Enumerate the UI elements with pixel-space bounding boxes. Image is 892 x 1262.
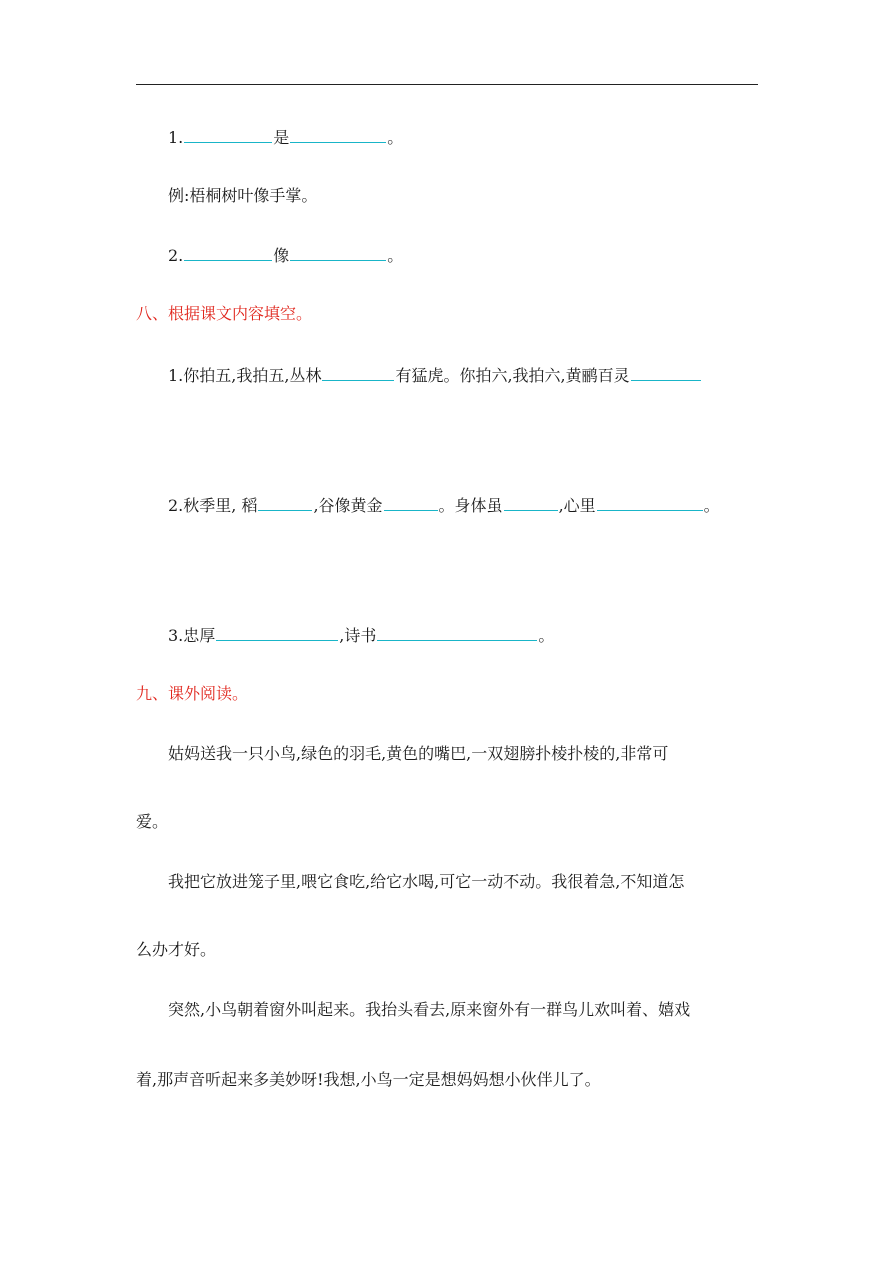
text-segment: ,诗书 xyxy=(339,626,377,645)
section-9-heading: 九、课外阅读。 xyxy=(136,684,249,703)
fill-item-2 xyxy=(168,244,403,266)
section-8-item-1 xyxy=(168,364,702,386)
section-8-item-3 xyxy=(168,624,554,646)
text-segment: 2.秋季里, 稻 xyxy=(168,496,258,515)
answer-blank[interactable] xyxy=(384,494,438,511)
answer-blank[interactable] xyxy=(258,494,312,511)
text-segment: 1.你拍五,我拍五,丛林 xyxy=(168,366,322,385)
text-segment: 3.忠厚 xyxy=(168,626,216,645)
item-number: 1. xyxy=(168,128,184,147)
answer-blank[interactable] xyxy=(290,126,386,143)
answer-blank[interactable] xyxy=(184,244,272,261)
reading-paragraph-1-line-2: 爱。 xyxy=(136,812,169,831)
answer-blank[interactable] xyxy=(290,244,386,261)
answer-blank[interactable] xyxy=(184,126,272,143)
connector-text: 是 xyxy=(273,128,290,147)
reading-paragraph-3-line-1: 突然,小鸟朝着窗外叫起来。我抬头看去,原来窗外有一群鸟儿欢叫着、嬉戏 xyxy=(168,1000,691,1019)
answer-blank[interactable] xyxy=(631,364,701,381)
answer-blank[interactable] xyxy=(216,624,338,641)
end-punct: 。 xyxy=(387,246,404,265)
section-8-heading: 八、根据课文内容填空。 xyxy=(136,304,313,323)
text-segment: 。身体虽 xyxy=(438,496,503,515)
item-number: 2. xyxy=(168,246,184,265)
example-sentence: 例:梧桐树叶像手掌。 xyxy=(168,186,318,205)
reading-paragraph-1-line-1: 姑妈送我一只小鸟,绿色的羽毛,黄色的嘴巴,一双翅膀扑棱扑棱的,非常可 xyxy=(168,744,669,763)
header-rule xyxy=(136,84,758,85)
answer-blank[interactable] xyxy=(597,494,703,511)
fill-item-1 xyxy=(168,126,403,148)
answer-blank[interactable] xyxy=(504,494,558,511)
reading-paragraph-2-line-1: 我把它放进笼子里,喂它食吃,给它水喝,可它一动不动。我很着急,不知道怎 xyxy=(168,872,685,891)
reading-paragraph-2-line-2: 么办才好。 xyxy=(136,940,217,959)
end-punct: 。 xyxy=(538,626,555,645)
reading-paragraph-3-line-2: 着,那声音听起来多美妙呀!我想,小鸟一定是想妈妈想小伙伴儿了。 xyxy=(136,1070,601,1089)
text-segment: ,心里 xyxy=(558,496,596,515)
end-punct: 。 xyxy=(387,128,404,147)
answer-blank[interactable] xyxy=(377,624,537,641)
connector-text: 像 xyxy=(273,246,290,265)
answer-blank[interactable] xyxy=(322,364,394,381)
section-8-item-2 xyxy=(168,494,720,516)
end-punct: 。 xyxy=(703,496,720,515)
text-segment: 有猛虎。你拍六,我拍六,黄鹂百灵 xyxy=(395,366,630,385)
text-segment: ,谷像黄金 xyxy=(313,496,383,515)
